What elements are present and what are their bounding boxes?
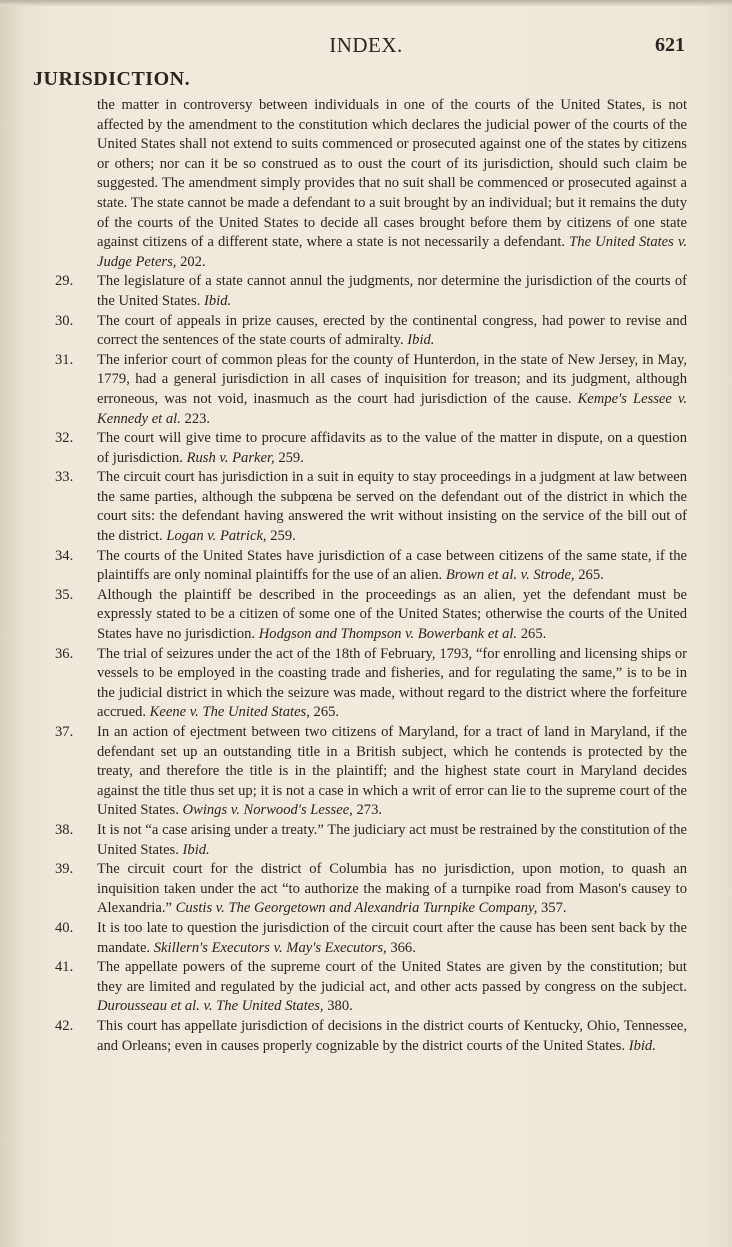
entry-number: 34. — [55, 547, 74, 564]
page-reference: 223. — [180, 410, 211, 427]
entry-number: 42. — [55, 1017, 74, 1034]
page-reference: 265. — [517, 626, 547, 643]
entry-text: The courts of the United States have jurisdiction of a case between citizens of the same state, if the plaintiffs are only nominal plaintiffs for the use of an alien. — [97, 547, 687, 584]
entry-number: 41. — [55, 959, 74, 976]
case-citation: Brown et al. v. Strode, — [445, 567, 575, 584]
entry-number: 33. — [55, 469, 74, 486]
index-entry — [55, 272, 687, 311]
page-reference: 265. — [574, 567, 604, 584]
case-citation: Hodgson and Thompson v. Bowerbank et al. — [258, 626, 518, 643]
index-entry — [55, 1017, 687, 1056]
entry-number: 40. — [55, 919, 74, 936]
index-entry — [55, 351, 687, 429]
entry-text: The legislature of a state cannot annul the judgments, nor determine the jurisdiction of the courts of the United States. — [97, 273, 687, 309]
section-title: JURISDICTION. — [33, 68, 191, 90]
entry-text: The court of appeals in prize causes, erected by the continental congress, had power to revise and correct the sentences of the state courts of admiralty. — [97, 312, 687, 349]
page-reference: 366. — [386, 939, 416, 956]
case-citation: Durousseau et al. v. The United States, — [97, 998, 324, 1015]
entry-number: 31. — [55, 351, 74, 368]
case-citation: The United States v. Judge Peters, — [97, 234, 687, 270]
entry-number: 29. — [55, 273, 74, 290]
case-citation: Rush v. Parker, — [186, 449, 275, 466]
continued-entry — [55, 96, 687, 272]
case-citation: Custis v. The Georgetown and Alexandria Turnpike Company, — [175, 900, 538, 917]
index-body — [55, 96, 687, 1056]
entry-list — [55, 272, 687, 1056]
page-reference: 357. — [537, 900, 567, 917]
page-reference: 202. — [176, 253, 206, 270]
index-entry — [55, 547, 687, 586]
index-entry — [55, 723, 687, 821]
index-entry — [55, 645, 687, 723]
case-citation: Ibid. — [204, 292, 232, 309]
case-citation: Skillern's Executors v. May's Executors, — [153, 939, 387, 956]
page-reference: 259. — [266, 528, 296, 545]
entry-number: 36. — [55, 645, 74, 662]
entry-text: It is not “a case arising under a treaty.” The judiciary act must be restrained by the constitution of the United States. — [97, 821, 687, 858]
entry-number: 38. — [55, 821, 74, 838]
entry-text: The circuit court for the district of Columbia has no jurisdiction, upon motion, to quash an inquisition taken under the act “to authorize the making of a turnpike road from Mason's causey to Alexandria.” — [97, 861, 687, 917]
index-entry — [55, 958, 687, 1017]
entry-text: This court has appellate jurisdiction of decisions in the district courts of Kentucky, Ohio, Tennessee, and Orleans; even in causes properly cognizable by the district courts of the United States. — [97, 1017, 687, 1054]
entry-text: Although the plaintiff be described in the proceedings as an alien, yet the defendant must be expressly stated to be a citizen of some one of the United States; otherwise the courts of the United States have no jurisdiction. — [97, 586, 687, 643]
case-citation: Ibid. — [407, 332, 435, 349]
page-top-edge — [0, 0, 732, 6]
index-entry — [55, 586, 687, 645]
entry-text: The court will give time to procure affidavits as to the value of the matter in dispute, on a question of jurisdiction. — [97, 430, 687, 466]
index-entry — [55, 860, 687, 919]
entry-number: 39. — [55, 861, 74, 878]
case-citation: Owings v. Norwood's Lessee, — [182, 802, 353, 819]
index-entry — [55, 429, 687, 468]
case-citation: Ibid. — [628, 1037, 656, 1054]
case-citation: Ibid. — [182, 841, 210, 858]
entry-number: 32. — [55, 430, 74, 447]
entry-text: The circuit court has jurisdiction in a suit in equity to stay proceedings in a judgment at law between the same parties, although the subpœna be served on the defendant out of the district in which the court sits: the defendant having answered the writ without insisting on the service of the bill out of the district. — [97, 469, 687, 545]
case-citation: Keene v. The United States, — [149, 704, 310, 721]
entry-text: the matter in controversy between individuals in one of the courts of the United States, is not affected by the amendment to the constitution which declares the judicial power of the courts of the United States shall not extend to suits commenced or prosecuted against one of the states by citizens or others; nor can it be so construed as to oust the court of its jurisdiction, should such claim be suggested. The amendment simply provides that no suit shall be commenced or prosecuted against a state. The state cannot be made a defendant to a suit brought by an individual; but it remains the duty of the courts of the United States to decide all cases brought before them by citizens of one state against citizens of a different state, where a state is not necessarily a defendant. — [97, 97, 687, 251]
index-entry — [55, 919, 687, 958]
index-entry — [55, 468, 687, 546]
page-reference: 259. — [274, 449, 304, 466]
entry-text: The trial of seizures under the act of the 18th of February, 1793, “for enrolling and licensing ships or vessels to be employed in the coasting trade and fisheries, and for regulating the same,” is to be in the judicial district in which the seizure was made, without regard to the district where the forfeiture accrued. — [97, 645, 687, 721]
page-number: 621 — [655, 34, 685, 56]
entry-number: 35. — [55, 586, 74, 603]
entry-number: 30. — [55, 312, 74, 329]
entry-text: The appellate powers of the supreme court of the United States are given by the constitution; but they are limited and regulated by the judicial act, and other acts passed by congress on the subject. — [97, 959, 687, 995]
page-reference: 273. — [352, 802, 383, 819]
entry-text: It is too late to question the jurisdiction of the circuit court after the cause has been sent back by the mandate. — [97, 919, 687, 956]
page-reference: 265. — [309, 704, 340, 721]
running-head-title: INDEX. — [329, 33, 403, 57]
case-citation: Kempe's Lessee v. Kennedy et al. — [97, 390, 687, 427]
case-citation: Logan v. Patrick, — [166, 528, 267, 545]
running-head — [0, 33, 732, 59]
index-entry — [55, 821, 687, 860]
page-reference: 380. — [323, 998, 353, 1015]
entry-text: The inferior court of common pleas for the county of Hunterdon, in the state of New Jersey, in May, 1779, had a general jurisdiction in all cases of inquisition for treason; and its judgment, although erroneous, was not void, inasmuch as the court had jurisdiction of the cause. — [97, 351, 687, 407]
index-entry — [55, 312, 687, 351]
entry-number: 37. — [55, 724, 74, 740]
entry-text: In an action of ejectment between two citizens of Maryland, for a tract of land in Maryland, if the defendant set up an outstanding title in a British subject, which he contends is protected by the treaty, and therefore the title is in the plaintiff; and the highest state court in Maryland decides against the title thus set up; it is not a case in which a writ of error can lie to the supreme court of the United States. — [97, 724, 687, 819]
